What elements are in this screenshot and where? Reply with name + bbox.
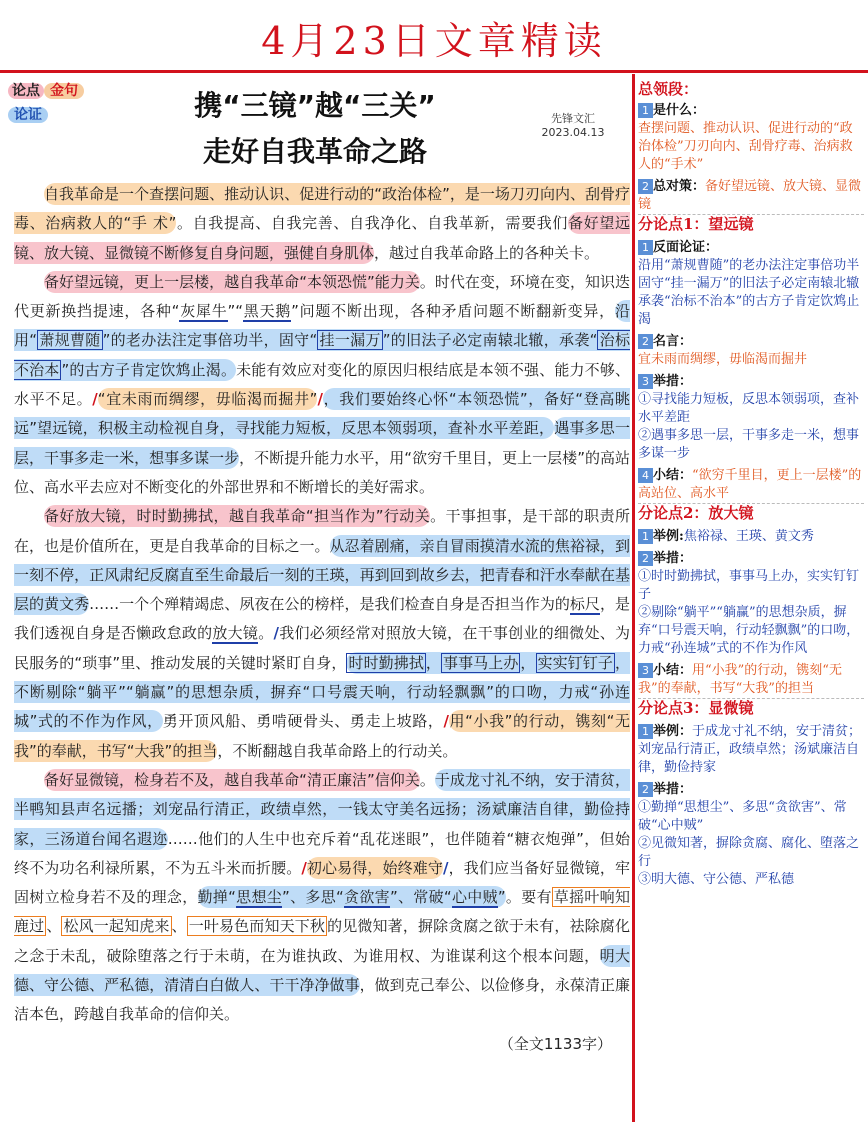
section-1-heading: 分论点1：望远镜 bbox=[638, 215, 754, 233]
subthesis-3: 备好显微镜，检身若不及，越自我革命“清正廉洁”信仰关 bbox=[44, 770, 420, 789]
article-date: 2023.04.13 bbox=[541, 126, 605, 139]
number-badge: 1 bbox=[638, 103, 653, 118]
golden-quote: “宜未雨而绸缪，毋临渴而掘井” bbox=[97, 390, 318, 409]
legend-row-1 bbox=[8, 80, 84, 100]
intro-heading: 总领段： bbox=[638, 80, 699, 98]
paragraph-microscope: 备好显微镜，检身若不及，越自我革命“清正廉洁”信仰关。于成龙寸礼不纳，安于清贫，半鸭知县声名远播；刘宠品行清正，政绩卓然，一钱太守美名远扬；汤斌廉洁自律，勤俭持家，三汤道台闻名遐迩……他们的人生中也充斥着“乱花迷眼”，也伴随着“糖衣炮弹”，但始终不为功名利禄所累，不为五斗米而折腰。/初心易得，始终难守/，我们应当备好显微镜，牢固树立检身若不及的理念，勤掸“思想尘”、多思“贪欲害”、常破“心中贼”。要有 草摇叶响知鹿过 、 松风一起知虎来 、 一叶易色而知天下秋 的见微知著，摒除贪腐之欲于未有，祛除腐化之念于未乱，破除堕落之行于未萌，在为谁执政、为谁用权、为谁谋利这个根本问题，明大德、守公德、严私德，清清白白做人、干干净净做事，做到克己奉公、以俭修身，永葆清正廉洁本色，跨越自我革命的信仰关。 bbox=[14, 770, 630, 1024]
article-source: 先锋文汇 bbox=[551, 112, 595, 125]
page-title: 4月23日文章精读 bbox=[261, 19, 607, 63]
word-count: （全文1133字） bbox=[498, 1034, 612, 1053]
argument-highlight: 沿用“ 萧规曹随 ”的老办法注定事倍功半，固守“ 挂一漏万 ”的旧法子必定南辕北辙，承袭“ 治标不治本 ”的古方子肯定饮鸩止渴。 bbox=[14, 302, 630, 379]
legend-jinju: 金句 bbox=[44, 83, 84, 99]
section-2-heading: 分论点2：放大镜 bbox=[638, 504, 754, 522]
thesis-highlight: 备好望远镜、放大镜、显微镜不断修复自身问题，强健自身肌体 bbox=[14, 214, 630, 262]
subthesis-1: 备好望远镜，更上一层楼，越自我革命“本领恐慌”能力关 bbox=[44, 272, 420, 291]
golden-sentence: 自我革命是一个查摆问题、推动认识、促进行动的“政治体检”，是一场刀刃向内、刮骨疗毒、治病救人的“手 术” bbox=[14, 185, 630, 233]
notes-sidebar: 总领段： 1 是什么： 查摆问题、推动认识、促进行动的“政治体检”刀刃向内、刮骨疗毒、治病救人的“手术” 2 总对策：备好望远镜、放大镜、显微镜 分论点1：望远镜 1 反面论证： 沿用“萧规曹随”的老办法注定事倍功半 固守“挂一漏万”的旧法子必定南辕北辙 承袭“治标不治本”的古方子肯定饮鸩止渴 2 名言： 宜未雨而绸缪，毋临渴而掘井 3 举措： ①寻找能力短板，反思本领弱项，查补水平差距 ②遇事多思一层，干事多走一米，想事多谋一步 4 小结：“欲穷千里目，更上一层楼”的高站位、高水平 分论点2：放大镜 1 举例:焦裕禄、王瑛、黄文秀 2 举措： ①时时勤拂拭，事事马上办，实实钉钉子 ②剔除“躺平”“躺赢”的思想杂质，摒弃“口号震天响，行动轻飘飘”的口吻，力戒“孙连城”式的不作为作风 3 小结：用“小我”的行动，镌刻“无我”的奉献，书写“大我”的担当 分论点3：显微镜 1 举例：于成龙寸礼不纳，安于清贫；刘宠品行清正，政绩卓然；汤斌廉洁自律，勤俭持家 2 举措： ①勤掸“思想尘”、多思“贪欲害”、常破“心中贼” ②见微知著，摒除贪腐、腐化、堕落之行 ③明大德、守公德、严私德 bbox=[638, 74, 864, 889]
column-divider bbox=[632, 74, 635, 1122]
paragraph-magnifier: 备好放大镜，时时勤拂拭，越自我革命“担当作为”行动关。干事担事，是干部的职责所在，也是价值所在，更是自我革命的目标之一。从忍着剧痛，亲自冒雨摸清水流的焦裕禄，到一刻不停，正风肃纪反腐直至生命最后一刻的王瑛，再到回到故乡去，把青春和汗水奉献在基层的黄文秀……一个个殚精竭虑、夙夜在公的榜样，是我们检查自身是否担当作为的标尺，是我们透视自身是否懒政怠政的放大镜。/我们必须经常对照放大镜，在干事创业的细微处、为民服务的“琐事”里、推动发展的关键时紧盯自身， 时时勤拂拭 ， 事事马上办 ， 实实钉钉子 ，不断剔除“躺平”“躺赢”的思想杂质，摒弃“口号震天响，行动轻飘飘”的口吻，力戒“孙连城”式的不作为作风，勇开顶风船、勇啃硬骨头、勇走上坡路，/用“小我”的行动，镌刻“无我”的奉献，书写“大我”的担当，不断翻越自我革命路上的行动关。 bbox=[14, 507, 630, 760]
subthesis-2: 备好放大镜，时时勤拂拭，越自我革命“担当作为”行动关 bbox=[44, 507, 431, 526]
paragraph-intro: 自我革命是一个查摆问题、推动认识、促进行动的“政治体检”，是一场刀刃向内、刮骨疗毒、治病救人的“手 术”。自我提高、自我完善、自我净化、自我革新，需要我们备好望远镜、放大镜、显微镜不断修复自身问题，强健自身肌体，越过自我革命路上的各种关卡。 bbox=[14, 185, 630, 262]
number-badge: 2 bbox=[638, 179, 653, 194]
legend-row-2 bbox=[8, 104, 48, 124]
example-highlight: 从忍着剧痛，亲自冒雨摸清水流的焦裕禄，到一刻不停，正风肃纪反腐直至生命最后一刻的王瑛，再到回到故乡去，把青春和汗水奉献在基层的黄文秀 bbox=[14, 536, 630, 614]
article-title-line-1: 携“三镜”越“三关” bbox=[194, 89, 436, 122]
header-divider bbox=[0, 70, 868, 73]
article-title-line-2: 走好自我革命之路 bbox=[202, 135, 427, 168]
page-header bbox=[0, 0, 868, 74]
paragraph-telescope: 备好望远镜，更上一层楼，越自我革命“本领恐慌”能力关。时代在变，环境在变，知识迭代更新换挡提速，各种“灰犀牛”“黑天鹅”问题不断出现，各种矛盾问题不断翻新变异，沿用“ 萧规曹随 ”的老办法注定事倍功半，固守“ 挂一漏万 ”的旧法子必定南辕北辙，承袭“ 治标不治本 ”的古方子肯定饮鸩止渴。未能有效应对变化的原因归根结底是本领不强、能力不够、水平不足。/“宜未雨而绸缪，毋临渴而掘井”/，我们要始终心怀“本领恐慌”，备好“登高眺远”望远镜，积极主动检视自身，寻找能力短板，反思本领弱项，查补水平差距，遇事多思一层，干事多走一米，想事多谋一步，不断提升能力水平，用“欲穷千里目，更上一层楼”的高站位、高水平去应对不断变化的外部世界和不断增长的美好需求。 bbox=[14, 272, 630, 496]
legend-lundian: 论点 bbox=[8, 83, 44, 99]
article-body bbox=[14, 180, 630, 1059]
section-3-heading: 分论点3：显微镜 bbox=[638, 699, 754, 717]
legend-lunzheng: 论证 bbox=[8, 107, 48, 123]
